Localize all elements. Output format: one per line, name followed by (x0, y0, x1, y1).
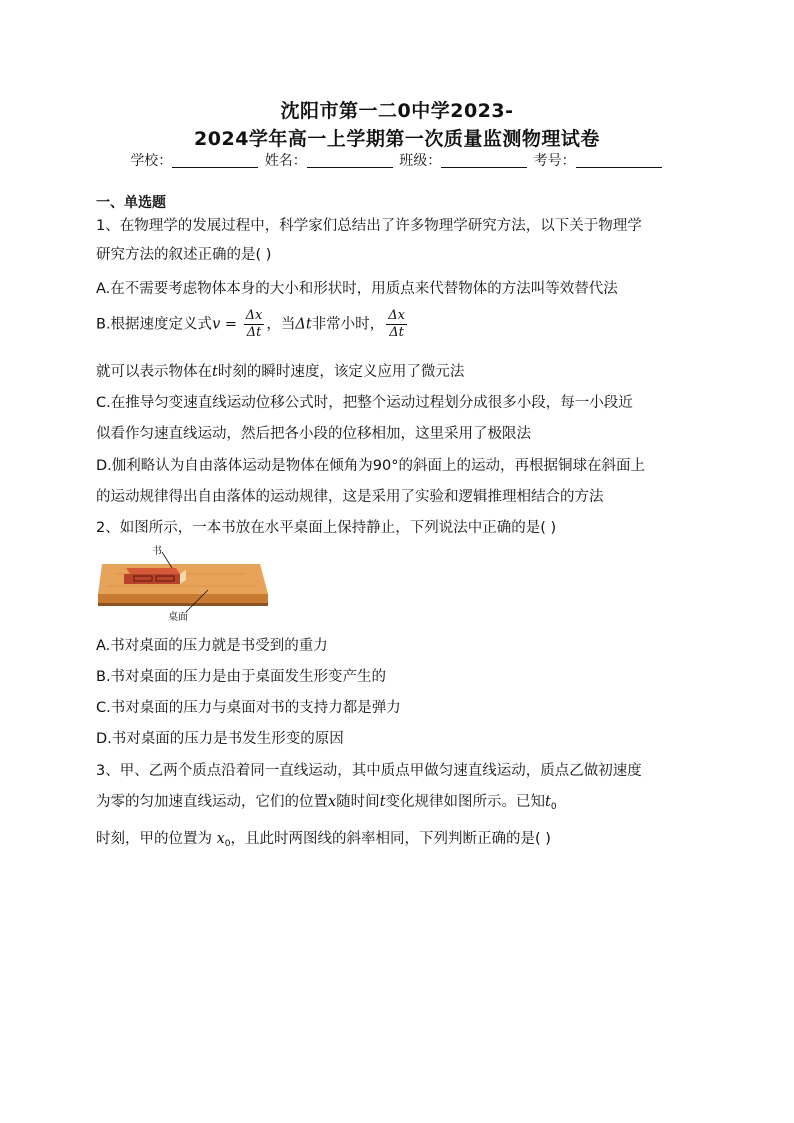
exam-title-line1: 沈阳市第一二0中学2023- (280, 100, 514, 122)
student-info-line (0, 150, 794, 170)
q3-stem-line2 (96, 790, 706, 812)
name-label: 姓名： (264, 153, 307, 169)
q1-option-b-mid: ，当 (266, 316, 296, 333)
ratio-fraction (386, 308, 407, 341)
fraction-numerator-2: Δx (388, 308, 405, 323)
exam-title-line2: 2024学年高一上学期第一次质量监测物理试卷 (194, 128, 600, 150)
q3-line2-a: 为零的匀加速直线运动，它们的位置 (96, 794, 328, 810)
time-symbol-q3: t (379, 794, 386, 810)
q1-stem-line2: 研究方法的叙述正确的是( ) (96, 247, 272, 263)
q1-option-d-line1: D.伽利略认为自由落体运动是物体在倾角为90°的斜面上的运动，再根据铜球在斜面上 (96, 458, 645, 474)
position-symbol: x (328, 794, 337, 810)
q1-option-b (96, 308, 706, 341)
velocity-fraction (244, 308, 265, 341)
q3-line3-b: ，且此时两图线的斜率相同，下列判断正确的是( ) (230, 831, 551, 847)
q3-line3-a: 时刻，甲的位置为 (96, 831, 217, 847)
x0-symbol: x (216, 831, 225, 847)
t0-symbol: t (545, 794, 551, 810)
exam-number-blank (576, 153, 662, 168)
school-blank (172, 153, 258, 168)
delta-t-symbol: Δt (295, 316, 312, 333)
fraction-denominator: Δt (246, 325, 262, 340)
q2-option-b: B.书对桌面的压力是由于桌面发生形变产生的 (96, 669, 387, 685)
school-label: 学校： (130, 153, 173, 169)
desk-shadow (98, 603, 268, 606)
x0-subscript: 0 (224, 839, 231, 849)
class-label: 班级： (399, 153, 442, 169)
q1-option-a: A.在不需要考虑物体本身的大小和形状时，用质点来代替物体的方法叫等效替代法 (96, 281, 618, 297)
fraction-denominator-2: Δt (389, 325, 404, 340)
q1-option-c-line2: 似看作匀速直线运动，然后把各小段的位移相加，这里采用了极限法 (96, 426, 531, 442)
q1-option-b-mid2: 非常小时， (311, 316, 385, 333)
q3-stem-line3 (96, 827, 706, 849)
q2-option-a: A.书对桌面的压力就是书受到的重力 (96, 638, 328, 654)
q1-stem-line1: 1、在物理学的发展过程中，科学家们总结出了许多物理学研究方法，以下关于物理学 (96, 218, 642, 234)
q1-option-b-line2-b: 时刻的瞬时速度，该定义应用了微元法 (217, 364, 465, 380)
class-blank (441, 153, 527, 168)
section-title: 一、单选题 (96, 195, 166, 211)
book-top (126, 568, 180, 574)
q1-option-b-line2 (96, 360, 706, 381)
q2-stem: 2、如图所示，一本书放在水平桌面上保持静止，下列说法中正确的是( ) (96, 520, 557, 536)
q3-line2-c: 变化规律如图所示。已知 (385, 794, 546, 810)
velocity-symbol: v (212, 316, 221, 333)
book-label: 书 (152, 546, 162, 557)
q2-option-c: C.书对桌面的压力与桌面对书的支持力都是弹力 (96, 700, 401, 716)
desk-label: 桌面 (168, 612, 188, 623)
desk-front-edge (98, 594, 268, 603)
q3-line2-b: 随时间 (336, 794, 380, 810)
name-blank (307, 153, 393, 168)
equals-sign: = (220, 316, 242, 333)
book-on-desk-figure (96, 544, 276, 624)
q1-option-d-line2: 的运动规律得出自由落体的运动规律，这是采用了实验和逻辑推理相结合的方法 (96, 489, 604, 505)
t0-subscript: 0 (550, 802, 557, 812)
q1-option-b-prefix: B.根据速度定义式 (96, 316, 213, 333)
exam-number-label: 考号： (533, 153, 576, 169)
fraction-numerator: Δx (245, 308, 263, 323)
q1-option-c-line1: C.在推导匀变速直线运动位移公式时，把整个运动过程划分成很多小段，每一小段近 (96, 395, 633, 411)
q2-option-d: D.书对桌面的压力是书发生形变的原因 (96, 731, 344, 747)
time-symbol: t (212, 364, 218, 380)
q3-stem-line1: 3、甲、乙两个质点沿着同一直线运动，其中质点甲做匀速直线运动，质点乙做初速度 (96, 763, 642, 779)
q1-option-b-line2-a: 就可以表示物体在 (96, 364, 212, 380)
